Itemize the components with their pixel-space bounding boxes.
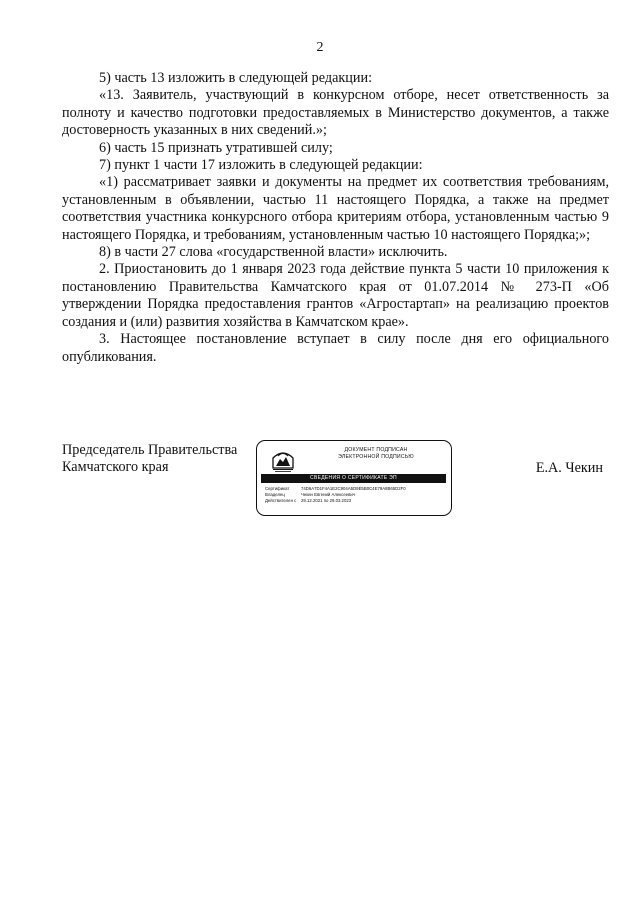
- certificate-details: [265, 486, 445, 505]
- signature-block: [62, 440, 609, 520]
- paragraph: 2. Приостановить до 1 января 2023 года действие пункта 5 части 10 приложения к постановлению Правительства Камчатского края от 01.07.2014 № 273-П «Об утверждении Порядка предоставления грантов «Агростартап» на реализацию проектов создания и (или) развития хозяйства в Камчатском крае».: [62, 261, 609, 330]
- paragraph: 5) часть 13 изложить в следующей редакции:: [99, 70, 373, 86]
- paragraph: «13. Заявитель, участвующий в конкурсном отборе, несет ответственность за полноту и качество подготовки предоставляемых в Министерство документов, а также достоверность указанных в них сведений.»;: [62, 87, 609, 139]
- certificate-label: Владелец: [265, 492, 285, 498]
- certificate-value: 74D6A7D1F4A1E2C904A5D9E5B0C4E79A8B65D2F0: [301, 486, 406, 491]
- certificate-row: [265, 498, 445, 504]
- stamp-title: [307, 447, 445, 460]
- paragraph: 6) часть 15 признать утратившей силу;: [99, 139, 333, 156]
- stamp-header: СВЕДЕНИЯ О СЕРТИФИКАТЕ ЭП: [261, 474, 446, 483]
- paragraph: 8) в части 27 слова «государственной власти» исключить.: [99, 244, 448, 261]
- paragraph: 3. Настоящее постановление вступает в силу после дня его официального опубликования.: [62, 331, 609, 365]
- paragraph: 7) пункт 1 части 17 изложить в следующей редакции:: [99, 157, 423, 174]
- certificate-label: Сертификат: [265, 486, 290, 491]
- certificate-value: 29.12.2021 по 29.03.2023: [301, 498, 352, 504]
- electronic-signature-stamp: [256, 440, 452, 516]
- coat-of-arms-icon: [269, 446, 297, 474]
- page-number: 2: [316, 40, 324, 55]
- paragraph: «1) рассматривает заявки и документы на предмет их соответствия требованиям, установленным в объявлении, частью 11 настоящего Порядка, а также на предмет соответствия участника конкурсного отбора критериям отбора, установленным частью 9 настоящего Порядка, и требованиям, установленным частью 10 настоящего Порядка;»;: [62, 174, 609, 243]
- signer-title-line: Председатель Правительства: [62, 442, 238, 458]
- stamp-title-line: ЭЛЕКТРОННОЙ ПОДПИСЬЮ: [338, 453, 414, 460]
- certificate-label: Действителен с: [265, 498, 297, 504]
- signer-title: [62, 442, 237, 477]
- certificate-value: Чекин Евгений Алексеевич: [301, 492, 356, 498]
- stamp-title-line: ДОКУМЕНТ ПОДПИСАН: [344, 447, 408, 453]
- document-body: [62, 70, 609, 366]
- signer-title-line: Камчатского края: [62, 459, 169, 476]
- signer-name: Е.А. Чекин: [535, 460, 603, 476]
